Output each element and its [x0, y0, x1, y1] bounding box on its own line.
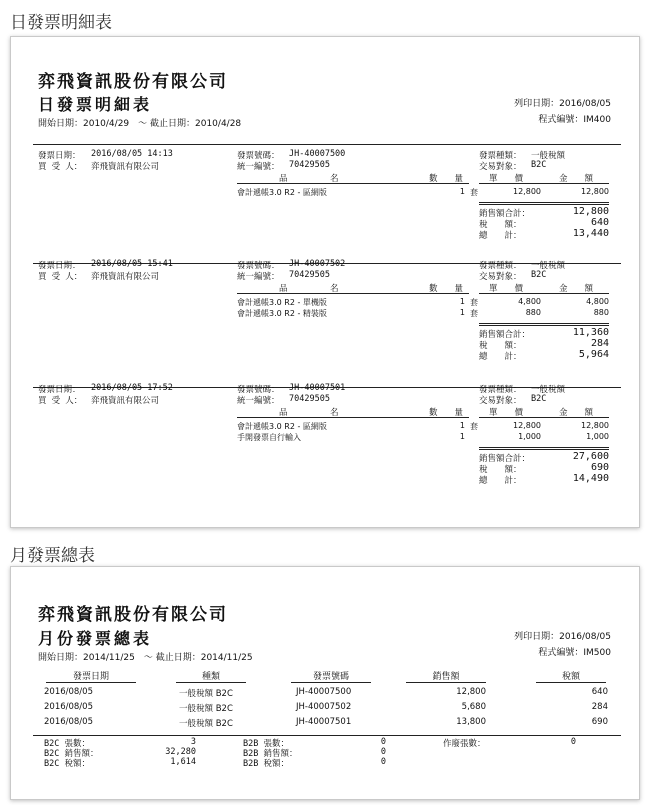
invoice-date-label: 發票日期： — [38, 261, 81, 271]
company-name: 弈飛資訊股份有限公司 — [38, 605, 228, 625]
col-header-price: 單 價 — [489, 408, 524, 418]
col-header-item: 品 名 — [279, 174, 339, 184]
item-qty: 1 — [459, 187, 465, 196]
item-name: 手開發票自行輸入 — [237, 433, 301, 442]
date-range: 開始日期：2014/11/25 ～ 截止日期：2014/11/25 — [38, 653, 253, 663]
row-date: 2016/08/05 — [44, 717, 93, 727]
item-header-rule — [237, 293, 469, 294]
program-code: 程式編號：IM400 — [538, 115, 611, 125]
item-price: 1,000 — [518, 432, 541, 441]
col-header-invoice-no: 發票號碼 — [312, 672, 349, 682]
buyer-label: 買 受 人： — [38, 162, 83, 172]
buyer-label: 買 受 人： — [38, 272, 83, 282]
invoice-type-label: 發票種類： — [479, 261, 522, 271]
invoice-type-label: 發票種類： — [479, 151, 522, 161]
monthly-section-title: 月發票總表 — [10, 546, 95, 566]
invoice-number-label: 發票號碼： — [237, 151, 280, 161]
void-count-label: 作廢張數： — [443, 739, 486, 749]
row-type: 一般稅額 B2C — [179, 689, 233, 699]
row-sales: 5,680 — [461, 702, 486, 712]
item-unit: 套 — [470, 188, 478, 197]
invoice-date-label: 發票日期： — [38, 385, 81, 395]
tax-id-label: 統一編號： — [237, 396, 280, 406]
tax-id-label: 統一編號： — [237, 162, 280, 172]
item-price: 4,800 — [518, 297, 541, 306]
item-name: 會計遞帳3.0 R2 - 區網版 — [237, 422, 327, 431]
date-range: 開始日期：2010/4/29 ～ 截止日期：2010/4/28 — [38, 119, 242, 129]
trade-target: B2C — [531, 270, 547, 280]
total-label: 總 計： — [479, 231, 522, 241]
invoice-number: JH-40007501 — [289, 383, 346, 393]
sales-total-label: 銷售額合計： — [479, 330, 531, 340]
col-header-price: 單 價 — [489, 174, 524, 184]
buyer-name: 弈飛資訊有限公司 — [91, 162, 160, 172]
row-invoice-no: JH-40007500 — [296, 687, 352, 697]
trade-target-label: 交易對象： — [479, 162, 522, 172]
tax-label: 稅 額： — [479, 220, 522, 230]
b2c-tax-label: B2C 稅額： — [44, 759, 90, 769]
report-title: 日發票明細表 — [38, 95, 153, 114]
col-header-qty: 數 量 — [429, 174, 464, 184]
col-header-item: 品 名 — [279, 408, 339, 418]
b2c-count-label: B2C 張數： — [44, 739, 90, 749]
col-header-qty: 數 量 — [429, 284, 464, 294]
total-value: 5,964 — [578, 349, 609, 360]
col-header-amount: 金 額 — [559, 408, 594, 418]
sales-total-value: 11,360 — [572, 327, 609, 338]
row-date: 2016/08/05 — [44, 702, 93, 712]
trade-target: B2C — [531, 160, 547, 170]
row-invoice-no: JH-40007502 — [296, 702, 352, 712]
col-header-type: 種類 — [201, 672, 220, 682]
b2b-count-label: B2B 張數： — [243, 739, 289, 749]
col-header-amount: 金 額 — [559, 284, 594, 294]
tax-label: 稅 額： — [479, 465, 522, 475]
buyer-label: 買 受 人： — [38, 396, 83, 406]
col-header-amount: 金 額 — [559, 174, 594, 184]
b2c-tax-value: 1,614 — [170, 757, 196, 767]
col-header-date: 發票日期 — [72, 672, 109, 682]
sales-total-label: 銷售額合計： — [479, 209, 531, 219]
col-underline — [536, 682, 606, 683]
row-tax: 690 — [591, 717, 608, 727]
price-header-rule — [479, 293, 609, 294]
sales-total-label: 銷售額合計： — [479, 454, 531, 464]
item-unit: 套 — [470, 309, 478, 318]
report-title: 月份發票總表 — [38, 629, 153, 648]
col-underline — [406, 682, 486, 683]
program-code: 程式編號：IM500 — [538, 648, 611, 658]
col-header-sales: 銷售額 — [432, 672, 460, 682]
b2c-sales-value: 32,280 — [165, 747, 196, 757]
total-label: 總 計： — [479, 352, 522, 362]
col-underline — [291, 682, 371, 683]
item-amount: 4,800 — [586, 297, 609, 306]
item-qty: 1 — [459, 297, 465, 306]
col-underline — [46, 682, 136, 683]
tax-value: 690 — [590, 462, 609, 473]
buyer-name: 弈飛資訊有限公司 — [91, 272, 160, 282]
sales-total-value: 27,600 — [572, 451, 609, 462]
b2c-sales-label: B2C 銷售額： — [44, 749, 99, 759]
invoice-type-label: 發票種類： — [479, 385, 522, 395]
daily-report-panel — [10, 36, 640, 528]
invoice-date-label: 發票日期： — [38, 151, 81, 161]
header-divider — [33, 144, 621, 145]
col-header-item: 品 名 — [279, 284, 339, 294]
b2b-count-value: 0 — [380, 737, 386, 747]
tax-value: 640 — [590, 217, 609, 228]
print-date: 列印日期：2016/08/05 — [514, 99, 611, 109]
totals-rule — [479, 202, 609, 205]
total-value: 14,490 — [572, 473, 609, 484]
invoice-date: 2016/08/05 14:13 — [91, 149, 173, 159]
col-header-tax: 稅額 — [561, 672, 580, 682]
trade-target: B2C — [531, 394, 547, 404]
company-name: 弈飛資訊股份有限公司 — [38, 72, 228, 92]
col-header-qty: 數 量 — [429, 408, 464, 418]
invoice-type: 一般稅額 — [531, 151, 566, 161]
item-amount: 880 — [593, 308, 609, 317]
totals-rule — [479, 323, 609, 326]
tax-id: 70429505 — [289, 160, 330, 170]
invoice-date: 2016/08/05 15:41 — [91, 259, 173, 269]
tax-label: 稅 額： — [479, 341, 522, 351]
item-name: 會計遞帳3.0 R2 - 區網版 — [237, 188, 327, 197]
void-count-value: 0 — [570, 737, 576, 747]
trade-target-label: 交易對象： — [479, 272, 522, 282]
invoice-type: 一般稅額 — [531, 261, 566, 271]
row-sales: 12,800 — [456, 687, 486, 697]
invoice-number: JH-40007502 — [289, 259, 346, 269]
tax-id-label: 統一編號： — [237, 272, 280, 282]
price-header-rule — [479, 417, 609, 418]
b2b-sales-value: 0 — [380, 747, 386, 757]
invoice-date: 2016/08/05 17:52 — [91, 383, 173, 393]
item-qty: 1 — [459, 308, 465, 317]
totals-rule — [479, 447, 609, 450]
total-label: 總 計： — [479, 476, 522, 486]
row-tax: 284 — [591, 702, 608, 712]
daily-section-title: 日發票明細表 — [10, 13, 112, 33]
item-amount: 12,800 — [581, 421, 609, 430]
row-type: 一般稅額 B2C — [179, 704, 233, 714]
buyer-name: 弈飛資訊有限公司 — [91, 396, 160, 406]
item-amount: 12,800 — [581, 187, 609, 196]
price-header-rule — [479, 183, 609, 184]
sales-total-value: 12,800 — [572, 206, 609, 217]
row-type: 一般稅額 B2C — [179, 719, 233, 729]
item-price: 880 — [525, 308, 541, 317]
print-date: 列印日期：2016/08/05 — [514, 632, 611, 642]
b2c-count-value: 3 — [190, 737, 196, 747]
item-name: 會計遞帳3.0 R2 - 精裝版 — [237, 309, 327, 318]
total-value: 13,440 — [572, 228, 609, 239]
b2b-tax-value: 0 — [380, 757, 386, 767]
trade-target-label: 交易對象： — [479, 396, 522, 406]
b2b-sales-label: B2B 銷售額： — [243, 749, 298, 759]
item-price: 12,800 — [513, 421, 541, 430]
b2b-tax-label: B2B 稅額： — [243, 759, 289, 769]
item-price: 12,800 — [513, 187, 541, 196]
col-header-price: 單 價 — [489, 284, 524, 294]
tax-id: 70429505 — [289, 394, 330, 404]
col-underline — [176, 682, 246, 683]
invoice-number-label: 發票號碼： — [237, 385, 280, 395]
item-qty: 1 — [459, 432, 465, 441]
item-qty: 1 — [459, 421, 465, 430]
item-header-rule — [237, 417, 469, 418]
item-amount: 1,000 — [586, 432, 609, 441]
row-invoice-no: JH-40007501 — [296, 717, 352, 727]
row-tax: 640 — [591, 687, 608, 697]
item-name: 會計遞帳3.0 R2 - 單機版 — [237, 298, 327, 307]
invoice-number: JH-40007500 — [289, 149, 346, 159]
tax-value: 284 — [590, 338, 609, 349]
item-unit: 套 — [470, 422, 478, 431]
monthly-report-panel — [10, 566, 640, 800]
invoice-type: 一般稅額 — [531, 385, 566, 395]
summary-divider — [33, 735, 621, 736]
item-header-rule — [237, 183, 469, 184]
row-sales: 13,800 — [456, 717, 486, 727]
invoice-number-label: 發票號碼： — [237, 261, 280, 271]
tax-id: 70429505 — [289, 270, 330, 280]
row-date: 2016/08/05 — [44, 687, 93, 697]
item-unit: 套 — [470, 298, 478, 307]
